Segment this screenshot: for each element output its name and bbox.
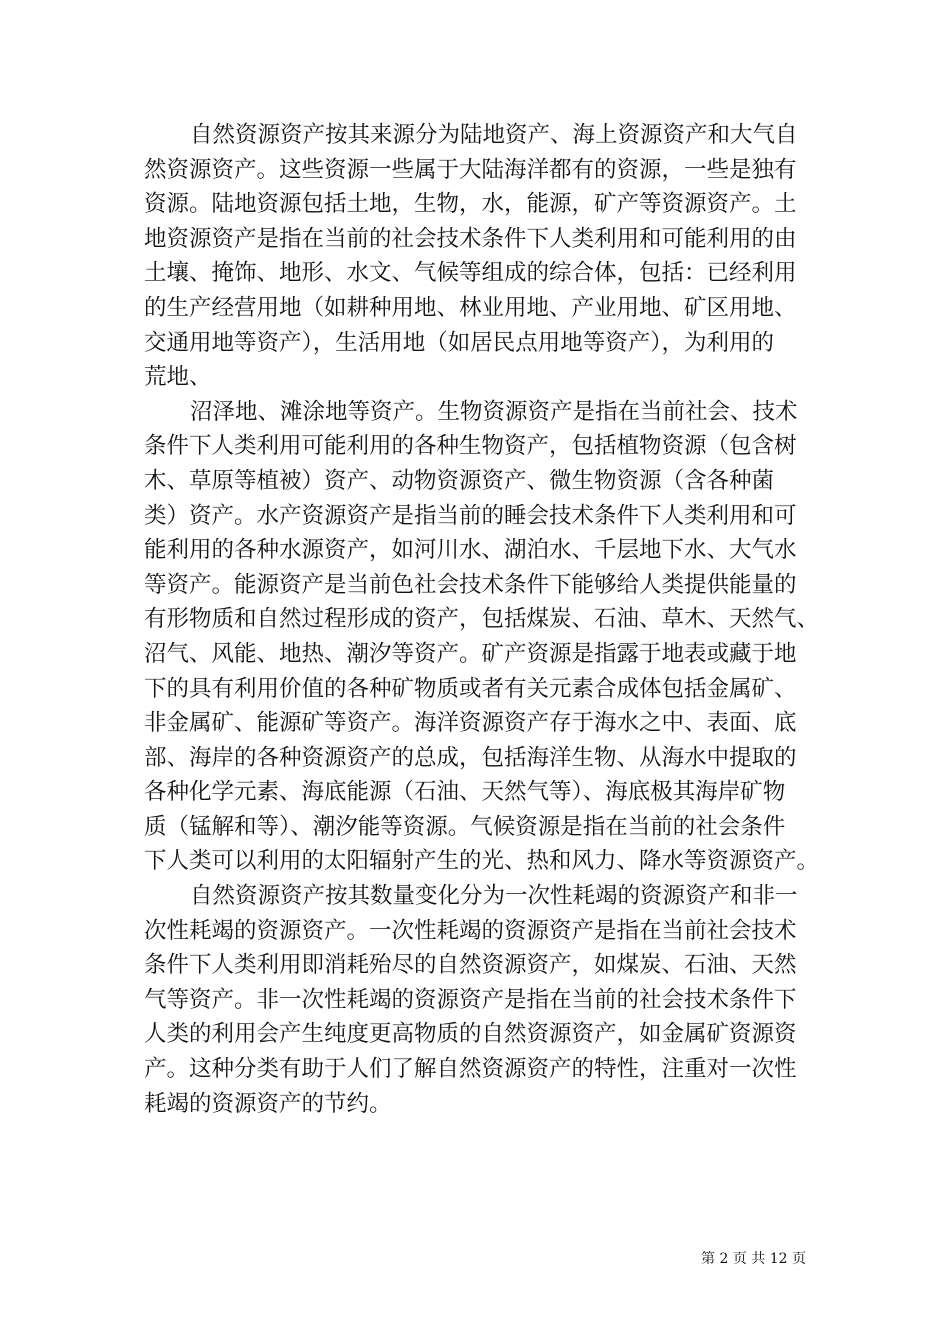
text-line: 产。这种分类有助于人们了解自然资源资产的特性，注重对一次性 [144,1056,797,1083]
text-line: 沼泽地、滩涂地等资产。生物资源资产是指在当前社会、技术 [190,398,798,425]
text-line: 下的具有利用价值的各种矿物质或者有关元素合成体包括金属矿、 [144,675,797,702]
paragraph [144,879,820,1121]
paragraph [144,118,820,395]
text-line: 有形物质和自然过程形成的资产，包括煤炭、石油、草木、天然气、 [144,606,820,633]
page-number: 第 2 页 共 12 页 [701,1251,806,1267]
text-line: 质（锰解和等）、潮汐能等资源。气候资源是指在当前的社会条件 [144,813,786,840]
text-line: 等资产。能源资产是当前色社会技术条件下能够给人类提供能量的 [144,571,797,598]
text-line: 土壤、掩饰、地形、水文、气候等组成的综合体，包括：已经利用 [144,260,797,287]
text-line: 条件下人类利用即消耗殆尽的自然资源资产，如煤炭、石油、天然 [144,952,797,979]
text-line: 交通用地等资产），生活用地（如居民点用地等资产），为利用的 [144,329,775,356]
text-line: 沼气、风能、地热、潮汐等资产。矿产资源是指露于地表或藏于地 [144,640,797,667]
text-line: 类）资产。水产资源资产是指当前的睡会技术条件下人类利用和可 [144,502,797,529]
text-line: 的生产经营用地（如耕种用地、林业用地、产业用地、矿区用地、 [144,294,797,321]
text-line: 然资源资产。这些资源一些属于大陆海洋都有的资源，一些是独有 [144,156,797,183]
text-line: 气等资产。非一次性耗竭的资源资产是指在当前的社会技术条件下 [144,986,797,1013]
paragraph [144,395,820,879]
text-line: 部、海岸的各种资源资产的总成，包括海洋生物、从海水中提取的 [144,744,797,771]
text-line: 地资源资产是指在当前的社会技术条件下人类利用和可能利用的由 [144,225,797,252]
text-line: 各种化学元素、海底能源（石油、天然气等）、海底极其海岸矿物 [144,779,786,806]
text-line: 条件下人类利用可能利用的各种生物资产，包括植物资源（包含树 [144,433,797,460]
text-line: 非金属矿、能源矿等资产。海洋资源资产存于海水之中、表面、底 [144,710,797,737]
text-line: 资源。陆地资源包括土地，生物，水，能源，矿产等资源资产。土 [144,191,797,218]
text-line: 次性耗竭的资源资产。一次性耗竭的资源资产是指在当前社会技术 [144,917,797,944]
text-line: 自然资源资产按其来源分为陆地资产、海上资源资产和大气自 [190,122,798,148]
text-line: 自然资源资产按其数量变化分为一次性耗竭的资源资产和非一 [190,883,798,910]
text-line: 人类的利用会产生纯度更高物质的自然资源资产，如金属矿资源资 [144,1021,797,1048]
text-line: 荒地、 [144,364,212,391]
document-body [144,118,820,1121]
text-line: 下人类可以利用的太阳辐射产生的光、热和风力、降水等资源资产。 [144,848,820,875]
text-line: 耗竭的资源资产的节约。 [144,1090,392,1117]
text-line: 能利用的各种水源资产，如河川水、湖泊水、千层地下水、大气水 [144,537,797,564]
text-line: 木、草原等植被）资产、动物资源资产、微生物资源（含各种菌 [144,467,775,494]
